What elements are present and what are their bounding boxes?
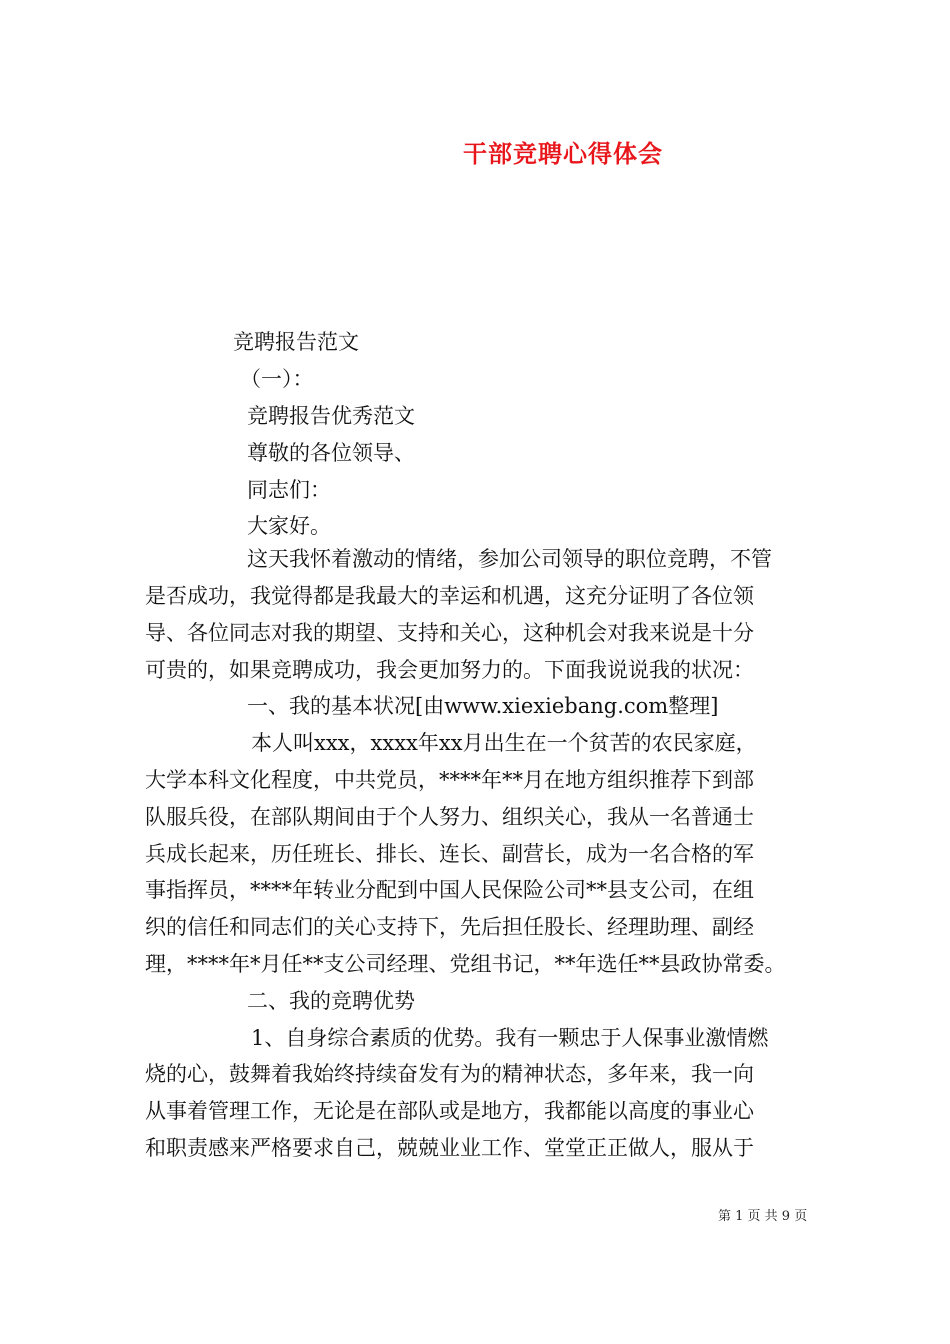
body-line: 大学本科文化程度，中共党员，****年**月在地方组织推荐下到部 [145, 768, 754, 792]
body-line: （一）： [240, 367, 314, 391]
body-line: 队服兵役，在部队期间由于个人努力、组织关心，我从一名普通士 [145, 805, 754, 829]
body-line: 1、自身综合素质的优势。我有一颗忠于人保事业激情燃 [251, 1026, 769, 1050]
page-number: 第 1 页 共 9 页 [718, 1209, 808, 1224]
body-line: 尊敬的各位领导、 [247, 441, 415, 465]
body-line: 一、我的基本状况[由www.xiexiebang.com整理] [247, 694, 719, 718]
body-line: 是否成功，我觉得都是我最大的幸运和机遇，这充分证明了各位领 [145, 584, 754, 608]
body-line: 二、我的竞聘优势 [247, 989, 415, 1013]
body-line: 大家好。 [247, 514, 331, 538]
body-line: 可贵的，如果竞聘成功，我会更加努力的。下面我说说我的状况： [145, 658, 754, 682]
body-line: 竞聘报告范文 [233, 330, 359, 354]
body-line: 同志们： [247, 478, 331, 502]
document-title: 干部竞聘心得体会 [463, 139, 663, 168]
body-line: 兵成长起来，历任班长、排长、连长、副营长，成为一名合格的军 [145, 842, 754, 866]
body-line: 烧的心，鼓舞着我始终持续奋发有为的精神状态，多年来，我一向 [145, 1062, 754, 1086]
body-line: 导、各位同志对我的期望、支持和关心，这种机会对我来说是十分 [145, 621, 754, 645]
body-line: 织的信任和同志们的关心支持下，先后担任股长、经理助理、副经 [145, 915, 754, 939]
body-line: 竞聘报告优秀范文 [247, 404, 415, 428]
body-line: 和职责感来严格要求自己，兢兢业业工作、堂堂正正做人，服从于 [145, 1136, 754, 1160]
body-line: 事指挥员，****年转业分配到中国人民保险公司**县支公司，在组 [145, 878, 754, 902]
body-line: 这天我怀着激动的情绪，参加公司领导的职位竞聘，不管 [247, 547, 772, 571]
body-line: 本人叫xxx，xxxx年xx月出生在一个贫苦的农民家庭， [251, 731, 757, 755]
body-line: 理，****年*月任**支公司经理、党组书记，**年选任**县政协常委。 [145, 952, 786, 976]
body-line: 从事着管理工作，无论是在部队或是地方，我都能以高度的事业心 [145, 1099, 754, 1123]
